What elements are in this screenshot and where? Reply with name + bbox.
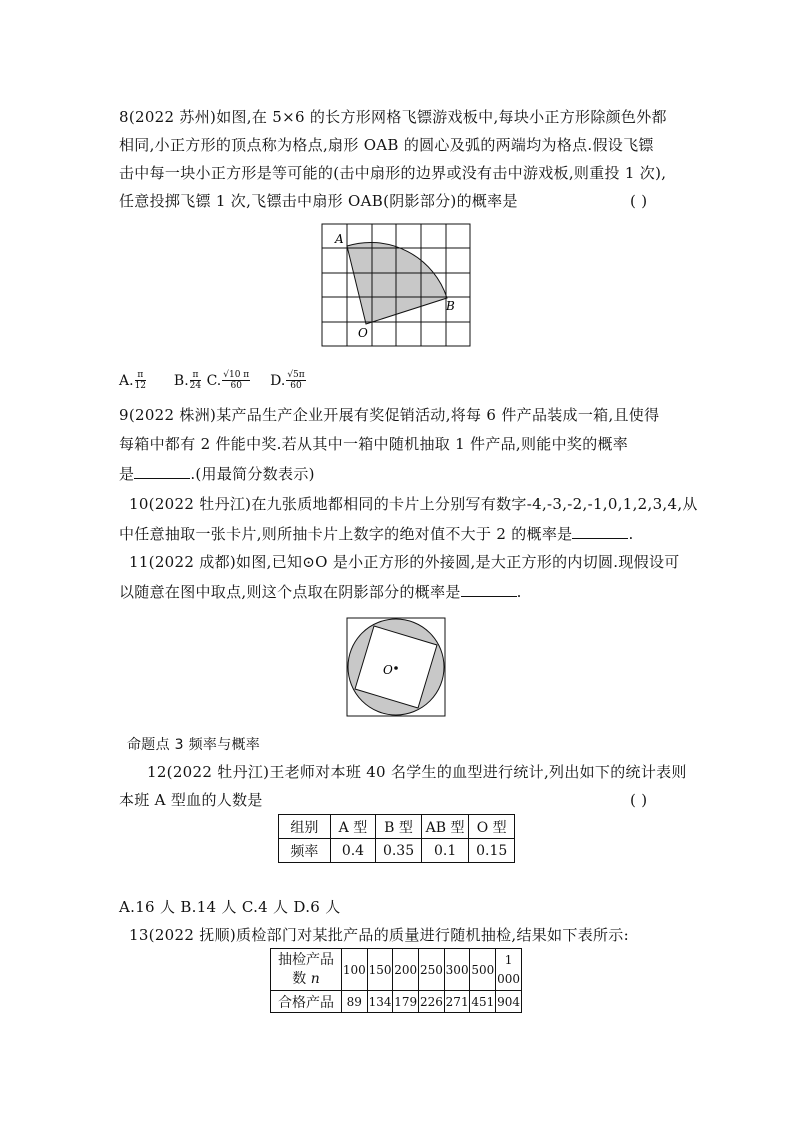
table-row: [279, 815, 515, 839]
q13-quality-table: [270, 948, 522, 1013]
q11-answer-blank[interactable]: [461, 584, 517, 597]
q8-option-a: A. $\frac{\pi}{12}$: [119, 370, 147, 391]
q8-label-o: O: [358, 326, 368, 340]
table-row: [271, 949, 522, 991]
table-header-label: 抽检产品 数 n: [271, 949, 342, 991]
q11-label-o: O: [383, 663, 393, 677]
table-cell: 组别: [279, 815, 331, 839]
table-row: [279, 839, 515, 863]
table-cell: O 型: [469, 815, 515, 839]
q10-answer-blank[interactable]: [572, 526, 628, 539]
q9-line3: 是 .(用最简分数表示): [119, 465, 315, 483]
q8-line3: 击中每一块小正方形是等可能的(击中扇形的边界或没有击中游戏板,则重投 1 次),: [119, 164, 667, 182]
table-cell: 0.15: [469, 839, 515, 863]
table-cell: AB 型: [421, 815, 469, 839]
table-cell: 179: [393, 991, 419, 1013]
table-row: [271, 991, 522, 1013]
q11-circle-figure: [345, 616, 449, 720]
q10-line1: 10(2022 牡丹江)在九张质地都相同的卡片上分别写有数字-4,-3,-2,-1,0,1,2,3,4,从: [129, 495, 698, 513]
q9-line2: 每箱中都有 2 件能中奖.若从其中一箱中随机抽取 1 件产品,则能中奖的概率: [119, 435, 629, 453]
q8-option-b: B. $\frac{\pi}{24}$: [173, 370, 202, 391]
q8-label-b: B: [446, 299, 455, 313]
table-cell: 134: [367, 991, 393, 1013]
q12-line1: 12(2022 牡丹江)王老师对本班 40 名学生的血型进行统计,列出如下的统计表则: [147, 763, 687, 781]
table-cell: 451: [470, 991, 496, 1013]
table-cell: 1 000: [496, 949, 522, 991]
q13-line1: 13(2022 抚顺)质检部门对某批产品的质量进行随机抽检,结果如下表所示:: [129, 926, 629, 944]
table-cell: 0.35: [376, 839, 422, 863]
q10-line2: 中任意抽取一张卡片,则所抽卡片上数字的绝对值不大于 2 的概率是 .: [119, 525, 634, 543]
q8-line2: 相同,小正方形的顶点称为格点,扇形 OAB 的圆心及弧的两端均为格点.假设飞镖: [119, 136, 654, 154]
table-row-label: 合格产品: [271, 991, 342, 1013]
table-cell: 904: [496, 991, 522, 1013]
q12-answer-paren: ( ): [630, 791, 648, 809]
q9-line1: 9(2022 株洲)某产品生产企业开展有奖促销活动,将每 6 件产品装成一箱,且使得: [119, 406, 660, 424]
table-cell: 100: [341, 949, 367, 991]
q8-shaded-sector: [347, 242, 447, 324]
q9-answer-blank[interactable]: [134, 466, 190, 479]
q11-line1: 11(2022 成都)如图,已知⊙O 是小正方形的外接圆,是大正方形的内切圆.现假设可: [129, 553, 680, 571]
table-cell: 89: [341, 991, 367, 1013]
table-cell: A 型: [330, 815, 376, 839]
section-title: 命题点 3 频率与概率: [127, 737, 261, 753]
table-cell: B 型: [376, 815, 422, 839]
table-cell: 频率: [279, 839, 331, 863]
q8-line4: 任意投掷飞镖 1 次,飞镖击中扇形 OAB(阴影部分)的概率是: [119, 192, 518, 210]
q12-options: A.16 人 B.14 人 C.4 人 D.6 人: [119, 898, 341, 916]
q8-grid-lines: [322, 224, 470, 346]
table-cell: 500: [470, 949, 496, 991]
q8-option-c: C. $\frac{√10 \pi}{60}$: [206, 370, 250, 391]
q8-grid-figure: [318, 220, 478, 350]
q8-options: [119, 370, 307, 391]
q8-line1: 8(2022 苏州)如图,在 5×6 的长方形网格飞镖游戏板中,每块小正方形除颜色外都: [119, 108, 667, 126]
q8-answer-paren: ( ): [630, 192, 648, 210]
table-cell: 150: [367, 949, 393, 991]
table-cell: 271: [444, 991, 470, 1013]
table-cell: 226: [419, 991, 445, 1013]
q8-label-a: A: [335, 232, 344, 246]
table-cell: 300: [444, 949, 470, 991]
q8-option-d: D. $\frac{√5\pi}{60}$: [270, 370, 305, 391]
table-cell: 0.1: [421, 839, 469, 863]
q12-blood-type-table: [278, 814, 515, 863]
q12-line2: 本班 A 型血的人数是: [119, 791, 263, 809]
table-cell: 250: [419, 949, 445, 991]
table-cell: 200: [393, 949, 419, 991]
table-cell: 0.4: [330, 839, 376, 863]
q11-line2: 以随意在图中取点,则这个点取在阴影部分的概率是 .: [119, 583, 522, 601]
